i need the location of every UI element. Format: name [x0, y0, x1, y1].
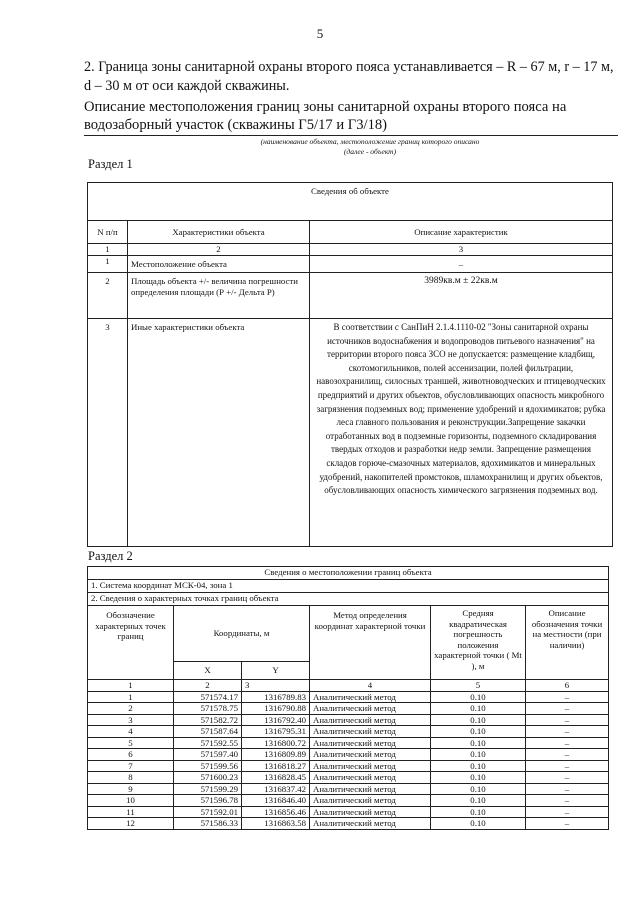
- num-cell: 3: [242, 680, 310, 692]
- row-characteristic: Площадь объекта +/- величина погрешности определения площади (Р +/- Дельта Р): [128, 273, 310, 319]
- num-cell: 5: [431, 680, 526, 692]
- coord-x: 571592.01: [174, 806, 242, 818]
- num-cell: 3: [310, 244, 613, 256]
- point-description: –: [526, 737, 609, 749]
- point-description: –: [526, 772, 609, 784]
- coord-y: 1316856.46: [242, 806, 310, 818]
- num-cell: 6: [526, 680, 609, 692]
- error-value: 0.10: [431, 818, 526, 830]
- point-description: –: [526, 783, 609, 795]
- coord-x: 571599.29: [174, 783, 242, 795]
- num-cell: 2: [128, 244, 310, 256]
- point-number: 8: [88, 772, 174, 784]
- col-coords-header: Координаты, м: [174, 606, 310, 662]
- point-number: 11: [88, 806, 174, 818]
- error-value: 0.10: [431, 691, 526, 703]
- point-number: 10: [88, 795, 174, 807]
- point-description: –: [526, 749, 609, 761]
- table-header-row: [88, 567, 609, 580]
- point-number: 4: [88, 726, 174, 738]
- table-row: [88, 783, 609, 795]
- error-value: 0.10: [431, 749, 526, 761]
- point-number: 3: [88, 714, 174, 726]
- table-number-row: [88, 680, 609, 692]
- method: Аналитический метод: [310, 714, 431, 726]
- table-row: [88, 749, 609, 761]
- coord-x: 571578.75: [174, 703, 242, 715]
- method: Аналитический метод: [310, 737, 431, 749]
- num-cell: 1: [88, 244, 128, 256]
- col-n-header: N п/п: [88, 221, 128, 244]
- table-row: [88, 795, 609, 807]
- method: Аналитический метод: [310, 703, 431, 715]
- title-caption-line1: (наименование объекта, местоположение границ которого описано: [260, 137, 480, 146]
- table-row: [88, 256, 613, 273]
- row-number: 2: [88, 273, 128, 319]
- method: Аналитический метод: [310, 783, 431, 795]
- method: Аналитический метод: [310, 749, 431, 761]
- error-value: 0.10: [431, 806, 526, 818]
- error-value: 0.10: [431, 795, 526, 807]
- point-description: –: [526, 726, 609, 738]
- col-point-header: Обозначение характерных точек границ: [88, 606, 174, 680]
- point-number: 5: [88, 737, 174, 749]
- table-row: [88, 714, 609, 726]
- document-title: Описание местоположения границ зоны санитарной охраны второго пояса на водозаборный участок (скважины Г5/17 и Г3/18): [84, 99, 567, 133]
- num-cell: 4: [310, 680, 431, 692]
- coord-y: 1316792.40: [242, 714, 310, 726]
- error-value: 0.10: [431, 703, 526, 715]
- row-characteristic: Иные характеристики объекта: [128, 319, 310, 547]
- coord-y: 1316837.42: [242, 783, 310, 795]
- points-body: [88, 691, 609, 829]
- page-number: 5: [316, 26, 324, 41]
- error-value: 0.10: [431, 772, 526, 784]
- num-cell: 2: [174, 680, 242, 692]
- row-characteristic: Местоположение объекта: [128, 256, 310, 273]
- table-number-row: [88, 244, 613, 256]
- coord-y: 1316800.72: [242, 737, 310, 749]
- coord-y: 1316846.40: [242, 795, 310, 807]
- error-value: 0.10: [431, 726, 526, 738]
- coord-system: 1. Система координат МСК-04, зона 1: [88, 580, 609, 593]
- method: Аналитический метод: [310, 691, 431, 703]
- coord-x: 571596.78: [174, 795, 242, 807]
- method: Аналитический метод: [310, 760, 431, 772]
- intro-paragraph: 2. Граница зоны санитарной охраны второго пояса устанавливается – R – 67 м, r – 17 м, d – 30 м от оси каждой скважины.: [84, 59, 614, 94]
- object-info-table: [87, 182, 613, 547]
- point-description: –: [526, 714, 609, 726]
- coord-system-row: [88, 580, 609, 593]
- coord-y: 1316818.27: [242, 760, 310, 772]
- point-number: 1: [88, 691, 174, 703]
- point-description: –: [526, 795, 609, 807]
- coord-x: 571587.64: [174, 726, 242, 738]
- table-row: [88, 806, 609, 818]
- table-column-headers: [88, 606, 609, 662]
- method: Аналитический метод: [310, 772, 431, 784]
- row-number: 3: [88, 319, 128, 547]
- point-description: –: [526, 703, 609, 715]
- col-descr-header: Описание обозначения точки на местности (при наличии): [526, 606, 609, 680]
- points-header: 2. Сведения о характерных точках границ объекта: [88, 593, 609, 606]
- col-method-header: Метод определения координат характерной точки: [310, 606, 431, 680]
- error-value: 0.10: [431, 714, 526, 726]
- title-caption: [120, 137, 620, 157]
- table-row: [88, 691, 609, 703]
- method: Аналитический метод: [310, 806, 431, 818]
- coord-y: 1316809.89: [242, 749, 310, 761]
- col-char-header: Характеристики объекта: [128, 221, 310, 244]
- row-description: –: [310, 256, 613, 273]
- error-value: 0.10: [431, 760, 526, 772]
- row-description: В соответствии с СанПиН 2.1.4.1110-02 "Зоны санитарной охраны источников водоснабжения и водопроводов питьевого назначения" на территории второго пояса ЗСО не допускается: размещение кладбищ, скотомогильников, полей ассенизации, полей фильтрации, навозохранилищ, силосных траншей, животноводческих и птицеводческих предприятий и других объектов, обусловливающих опасность микробного загрязнения подземных вод; применение удобрений и ядохимикатов; рубка леса главного пользования и реконструкции.Запрещение закачки отработанных вод в подземные горизонты, подземного складирования твердых отходов и разработки недр земли. Запрещение размещения складов горюче-смазочных материалов, ядохимикатов и минеральных удобрений, накопителей промстоков, шламохранилищ и других объектов, обусловливающих опасность химического загрязнения подземных вод.: [310, 319, 613, 547]
- table-row: [88, 760, 609, 772]
- coord-x: 571586.33: [174, 818, 242, 830]
- col-desc-header: Описание характеристик: [310, 221, 613, 244]
- table-row: [88, 818, 609, 830]
- coord-x: 571597.40: [174, 749, 242, 761]
- object-info-header: Сведения об объекте: [88, 183, 613, 221]
- coord-x: 571574.17: [174, 691, 242, 703]
- table-row: [88, 319, 613, 547]
- table-row: [88, 737, 609, 749]
- point-number: 6: [88, 749, 174, 761]
- coord-x: 571582.72: [174, 714, 242, 726]
- point-number: 7: [88, 760, 174, 772]
- point-description: –: [526, 691, 609, 703]
- coord-y: 1316828.45: [242, 772, 310, 784]
- coord-y: 1316789.83: [242, 691, 310, 703]
- col-x-header: X: [174, 662, 242, 680]
- boundary-info-header: Сведения о местоположении границ объекта: [88, 567, 609, 580]
- error-value: 0.10: [431, 737, 526, 749]
- coord-y: 1316795.31: [242, 726, 310, 738]
- title-underline: [84, 135, 618, 136]
- section2-label: Раздел 2: [88, 549, 133, 563]
- point-description: –: [526, 760, 609, 772]
- coord-x: 571600.23: [174, 772, 242, 784]
- col-y-header: Y: [242, 662, 310, 680]
- boundary-points-table: [87, 566, 609, 830]
- coord-x: 571592.55: [174, 737, 242, 749]
- error-value: 0.10: [431, 783, 526, 795]
- table-row: [88, 726, 609, 738]
- table-column-headers: [88, 221, 613, 244]
- method: Аналитический метод: [310, 818, 431, 830]
- point-description: –: [526, 818, 609, 830]
- point-number: 12: [88, 818, 174, 830]
- title-caption-line2: (далее - объект): [343, 147, 397, 156]
- coord-y: 1316790.88: [242, 703, 310, 715]
- point-description: –: [526, 806, 609, 818]
- num-cell: 1: [88, 680, 174, 692]
- point-number: 2: [88, 703, 174, 715]
- table-row: [88, 273, 613, 319]
- coord-x: 571599.56: [174, 760, 242, 772]
- table-header-row: [88, 183, 613, 221]
- row-number: 1: [88, 256, 128, 273]
- row-description: 3989кв.м ± 22кв.м: [310, 273, 613, 319]
- method: Аналитический метод: [310, 795, 431, 807]
- col-error-header: Средняя квадратическая погрешность положения характерной точки ( Mt ), м: [431, 606, 526, 680]
- coord-y: 1316863.58: [242, 818, 310, 830]
- points-header-row: [88, 593, 609, 606]
- section1-label: Раздел 1: [88, 157, 133, 171]
- table-row: [88, 772, 609, 784]
- point-number: 9: [88, 783, 174, 795]
- table-row: [88, 703, 609, 715]
- method: Аналитический метод: [310, 726, 431, 738]
